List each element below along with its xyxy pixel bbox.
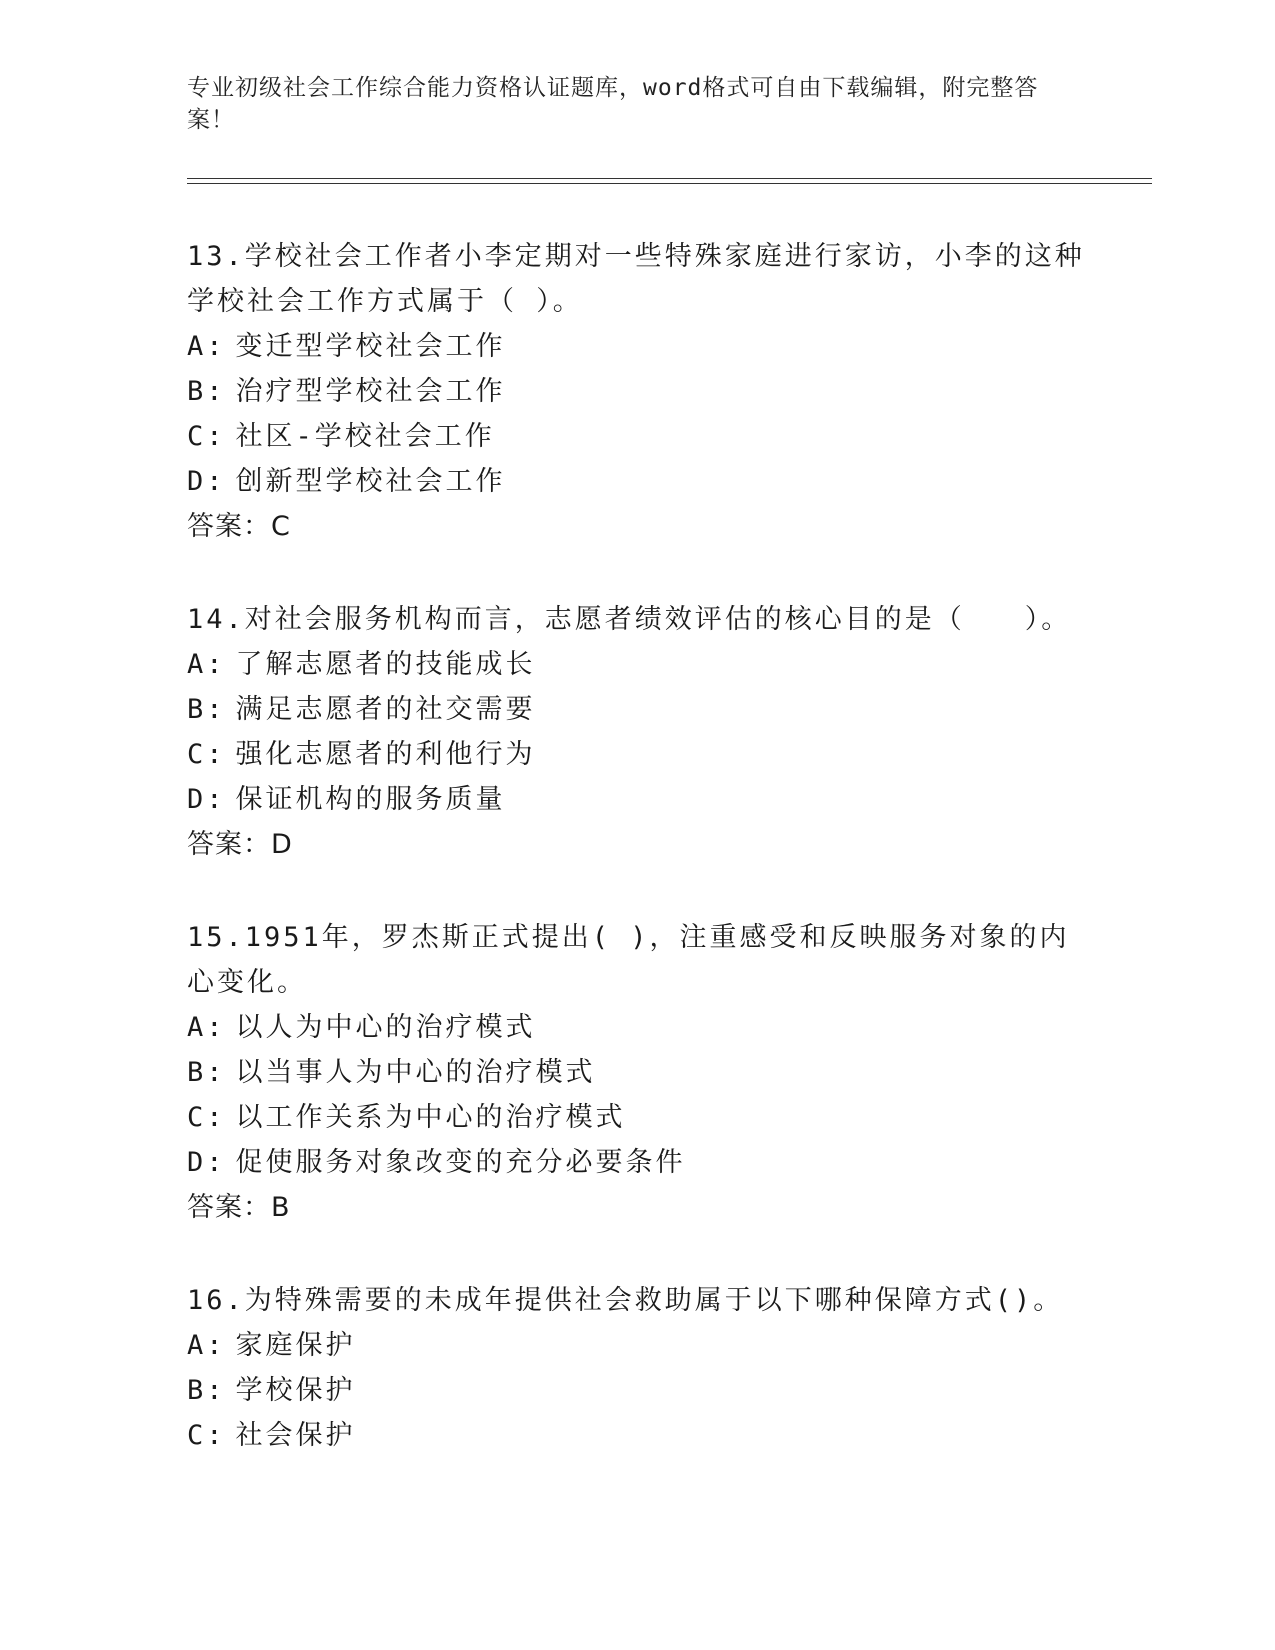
- option-a: [187, 1323, 1087, 1368]
- header-divider-top: [187, 178, 1152, 179]
- option-key: B:: [187, 1057, 226, 1088]
- question-14: [187, 597, 1087, 867]
- question-stem: 14.对社会服务机构而言，志愿者绩效评估的核心目的是（ ）。: [187, 604, 1072, 635]
- option-a: [187, 1005, 1087, 1050]
- option-key: B:: [187, 376, 226, 407]
- option-key: B:: [187, 1375, 226, 1406]
- option-d: [187, 777, 1087, 822]
- option-d: [187, 459, 1087, 504]
- option-key: C:: [187, 421, 226, 452]
- option-text: 以当事人为中心的治疗模式: [235, 1057, 596, 1088]
- option-key: D:: [187, 466, 226, 497]
- option-text: 促使服务对象改变的充分必要条件: [235, 1147, 686, 1178]
- option-b: [187, 687, 1087, 732]
- answer-label: 答案：D: [187, 829, 293, 860]
- option-key: B:: [187, 694, 226, 725]
- header-divider-bottom: [187, 183, 1152, 184]
- option-key: A:: [187, 649, 226, 680]
- option-text: 变迁型学校社会工作: [235, 331, 506, 362]
- option-c: [187, 414, 1087, 459]
- option-key: A:: [187, 1330, 226, 1361]
- question-stem: 15.1951年，罗杰斯正式提出( )，注重感受和反映服务对象的内心变化。: [187, 922, 1070, 998]
- option-text: 家庭保护: [235, 1330, 356, 1361]
- option-key: C:: [187, 1102, 226, 1133]
- question-list: [187, 234, 1087, 1506]
- question-15: [187, 915, 1087, 1230]
- option-b: [187, 369, 1087, 414]
- option-text: 学校保护: [235, 1375, 356, 1406]
- option-text: 了解志愿者的技能成长: [235, 649, 536, 680]
- option-c: [187, 1095, 1087, 1140]
- question-stem: 16.为特殊需要的未成年提供社会救助属于以下哪种保障方式()。: [187, 1285, 1064, 1316]
- question-16: [187, 1278, 1087, 1458]
- option-d: [187, 1140, 1087, 1185]
- option-text: 治疗型学校社会工作: [235, 376, 506, 407]
- option-text: 以工作关系为中心的治疗模式: [235, 1102, 626, 1133]
- option-a: [187, 324, 1087, 369]
- option-b: [187, 1050, 1087, 1095]
- option-c: [187, 1413, 1087, 1458]
- option-key: C:: [187, 739, 226, 770]
- option-key: D:: [187, 784, 226, 815]
- option-text: 强化志愿者的利他行为: [235, 739, 536, 770]
- option-text: 创新型学校社会工作: [235, 466, 506, 497]
- question-13: [187, 234, 1087, 549]
- option-text: 保证机构的服务质量: [235, 784, 506, 815]
- option-text: 以人为中心的治疗模式: [235, 1012, 536, 1043]
- answer-label: 答案：C: [187, 511, 291, 542]
- answer-label: 答案：B: [187, 1192, 291, 1223]
- option-key: A:: [187, 1012, 226, 1043]
- option-text: 社会保护: [235, 1420, 356, 1451]
- option-key: D:: [187, 1147, 226, 1178]
- option-key: A:: [187, 331, 226, 362]
- document-header: 专业初级社会工作综合能力资格认证题库，word格式可自由下载编辑，附完整答案！: [187, 75, 1039, 133]
- option-key: C:: [187, 1420, 226, 1451]
- question-stem: 13.学校社会工作者小李定期对一些特殊家庭进行家访，小李的这种学校社会工作方式属于（ ）。: [187, 241, 1085, 317]
- option-text: 满足志愿者的社交需要: [235, 694, 536, 725]
- option-b: [187, 1368, 1087, 1413]
- option-c: [187, 732, 1087, 777]
- option-a: [187, 642, 1087, 687]
- option-text: 社区-学校社会工作: [235, 421, 495, 452]
